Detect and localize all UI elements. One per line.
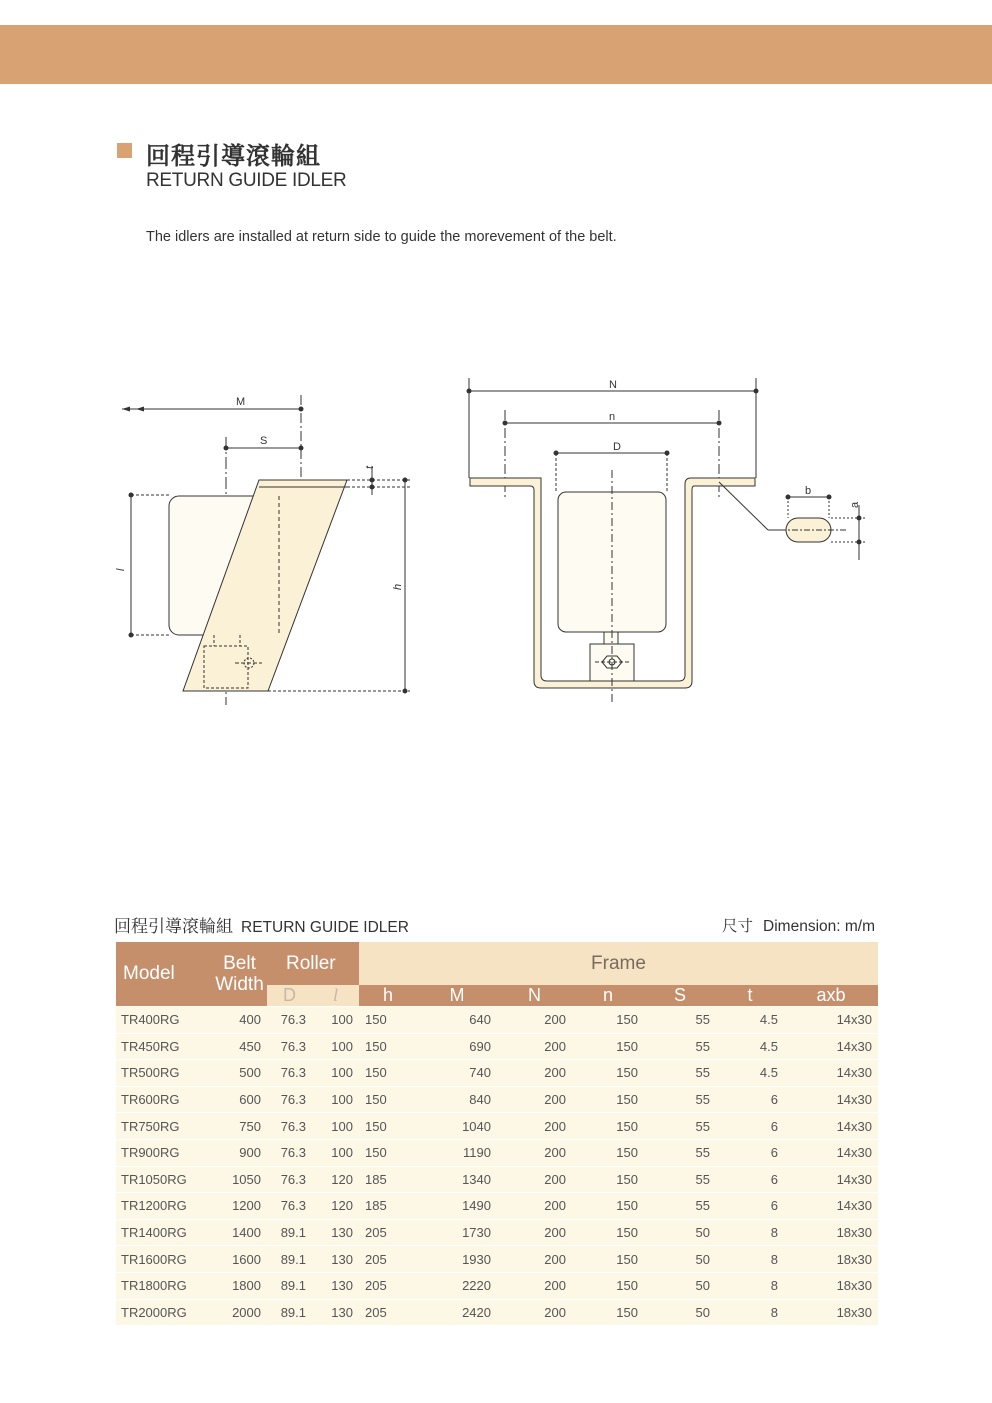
label-l: l <box>115 568 127 571</box>
cell-t: 6 <box>716 1166 784 1193</box>
cell-model: TR1050RG <box>116 1166 212 1193</box>
cell-S: 55 <box>644 1166 716 1193</box>
col-header-roller: Roller <box>267 942 359 985</box>
cell-M: 1730 <box>417 1219 497 1246</box>
label-M: M <box>236 396 246 408</box>
cell-S: 50 <box>644 1299 716 1325</box>
cell-D: 76.3 <box>267 1166 312 1193</box>
header-band <box>0 25 992 84</box>
cell-axb: 18x30 <box>784 1219 878 1246</box>
technical-drawing <box>0 370 992 710</box>
cell-l: 100 <box>312 1060 359 1087</box>
cell-N: 200 <box>497 1246 572 1273</box>
col-header-belt-width <box>212 942 267 1007</box>
cell-M: 2420 <box>417 1299 497 1325</box>
cell-t: 8 <box>716 1299 784 1325</box>
cell-t: 8 <box>716 1246 784 1273</box>
cell-l: 120 <box>312 1166 359 1193</box>
cell-n: 150 <box>572 1272 644 1299</box>
cell-n: 150 <box>572 1060 644 1087</box>
cell-S: 55 <box>644 1060 716 1087</box>
cell-n: 150 <box>572 1113 644 1140</box>
cell-h: 185 <box>359 1166 417 1193</box>
cell-N: 200 <box>497 1086 572 1113</box>
table-title-en: RETURN GUIDE IDLER <box>241 919 409 936</box>
cell-S: 50 <box>644 1246 716 1273</box>
cell-model: TR750RG <box>116 1113 212 1140</box>
section-marker <box>117 143 132 158</box>
cell-belt-width: 2000 <box>212 1299 267 1325</box>
label-N: N <box>609 379 617 391</box>
cell-model: TR1600RG <box>116 1246 212 1273</box>
col-header-model: Model <box>116 942 212 1007</box>
table-row <box>116 1033 878 1060</box>
cell-model: TR450RG <box>116 1033 212 1060</box>
cell-N: 200 <box>497 1193 572 1220</box>
cell-M: 1490 <box>417 1193 497 1220</box>
col-header-frame: Frame <box>359 942 878 985</box>
cell-h: 150 <box>359 1060 417 1087</box>
col-header-l: l <box>312 985 359 1007</box>
cell-N: 200 <box>497 1166 572 1193</box>
cell-belt-width: 400 <box>212 1007 267 1034</box>
cell-model: TR2000RG <box>116 1299 212 1325</box>
cell-belt-width: 1400 <box>212 1219 267 1246</box>
col-header-t: t <box>716 985 784 1007</box>
cell-M: 1040 <box>417 1113 497 1140</box>
cell-axb: 14x30 <box>784 1086 878 1113</box>
cell-D: 76.3 <box>267 1193 312 1220</box>
cell-n: 150 <box>572 1246 644 1273</box>
cell-h: 185 <box>359 1193 417 1220</box>
label-a: a <box>849 501 861 508</box>
cell-M: 690 <box>417 1033 497 1060</box>
cell-l: 100 <box>312 1113 359 1140</box>
cell-M: 1340 <box>417 1166 497 1193</box>
table-unit-zh: 尺寸 <box>722 917 754 935</box>
cell-axb: 18x30 <box>784 1246 878 1273</box>
cell-N: 200 <box>497 1007 572 1034</box>
cell-h: 205 <box>359 1219 417 1246</box>
cell-S: 50 <box>644 1219 716 1246</box>
cell-model: TR1800RG <box>116 1272 212 1299</box>
cell-M: 1930 <box>417 1246 497 1273</box>
cell-t: 4.5 <box>716 1033 784 1060</box>
cell-belt-width: 750 <box>212 1113 267 1140</box>
cell-l: 130 <box>312 1272 359 1299</box>
cell-D: 76.3 <box>267 1139 312 1166</box>
cell-l: 130 <box>312 1299 359 1325</box>
cell-l: 130 <box>312 1219 359 1246</box>
cell-N: 200 <box>497 1060 572 1087</box>
cell-t: 8 <box>716 1272 784 1299</box>
cell-h: 150 <box>359 1007 417 1034</box>
col-header-D: D <box>267 985 312 1007</box>
cell-axb: 14x30 <box>784 1007 878 1034</box>
col-header-S: S <box>644 985 716 1007</box>
cell-t: 4.5 <box>716 1007 784 1034</box>
cell-n: 150 <box>572 1007 644 1034</box>
cell-axb: 18x30 <box>784 1299 878 1325</box>
cell-D: 76.3 <box>267 1086 312 1113</box>
cell-belt-width: 1200 <box>212 1193 267 1220</box>
label-b: b <box>805 485 812 497</box>
cell-l: 100 <box>312 1007 359 1034</box>
table-row <box>116 1060 878 1087</box>
cell-S: 55 <box>644 1086 716 1113</box>
spec-table <box>116 942 878 1325</box>
cell-M: 740 <box>417 1060 497 1087</box>
table-row <box>116 1113 878 1140</box>
cell-n: 150 <box>572 1139 644 1166</box>
cell-h: 150 <box>359 1086 417 1113</box>
belt-line2: Width <box>215 974 264 995</box>
col-header-axb: axb <box>784 985 878 1007</box>
section-title-zh: 回程引導滾輪組 <box>146 142 321 170</box>
label-n: n <box>609 411 616 423</box>
cell-axb: 14x30 <box>784 1166 878 1193</box>
table-unit <box>722 914 875 936</box>
cell-S: 55 <box>644 1193 716 1220</box>
col-header-h: h <box>359 985 417 1007</box>
cell-axb: 14x30 <box>784 1193 878 1220</box>
cell-N: 200 <box>497 1033 572 1060</box>
cell-h: 205 <box>359 1272 417 1299</box>
cell-belt-width: 500 <box>212 1060 267 1087</box>
cell-D: 89.1 <box>267 1246 312 1273</box>
table-title-zh: 回程引導滾輪組 <box>114 917 233 937</box>
cell-D: 89.1 <box>267 1299 312 1325</box>
belt-line1: Belt <box>223 953 256 974</box>
cell-l: 100 <box>312 1086 359 1113</box>
cell-n: 150 <box>572 1166 644 1193</box>
cell-model: TR400RG <box>116 1007 212 1034</box>
cell-model: TR900RG <box>116 1139 212 1166</box>
cell-axb: 14x30 <box>784 1139 878 1166</box>
cell-D: 89.1 <box>267 1219 312 1246</box>
cell-belt-width: 450 <box>212 1033 267 1060</box>
table-row <box>116 1219 878 1246</box>
cell-model: TR600RG <box>116 1086 212 1113</box>
table-row <box>116 1272 878 1299</box>
table-row <box>116 1299 878 1325</box>
cell-N: 200 <box>497 1139 572 1166</box>
cell-h: 150 <box>359 1113 417 1140</box>
cell-n: 150 <box>572 1193 644 1220</box>
cell-belt-width: 600 <box>212 1086 267 1113</box>
cell-belt-width: 1800 <box>212 1272 267 1299</box>
cell-t: 6 <box>716 1193 784 1220</box>
table-row <box>116 1246 878 1273</box>
cell-model: TR500RG <box>116 1060 212 1087</box>
cell-l: 130 <box>312 1246 359 1273</box>
table-row <box>116 1139 878 1166</box>
cell-N: 200 <box>497 1272 572 1299</box>
cell-axb: 18x30 <box>784 1272 878 1299</box>
cell-S: 55 <box>644 1139 716 1166</box>
table-row <box>116 1166 878 1193</box>
cell-h: 150 <box>359 1033 417 1060</box>
cell-l: 100 <box>312 1033 359 1060</box>
cell-S: 55 <box>644 1033 716 1060</box>
cell-belt-width: 1600 <box>212 1246 267 1273</box>
cell-n: 150 <box>572 1086 644 1113</box>
section-title-en: RETURN GUIDE IDLER <box>146 170 347 191</box>
table-row <box>116 1007 878 1034</box>
cell-t: 6 <box>716 1086 784 1113</box>
col-header-M: M <box>417 985 497 1007</box>
cell-D: 76.3 <box>267 1033 312 1060</box>
cell-axb: 14x30 <box>784 1060 878 1087</box>
table-unit-en: Dimension: m/m <box>763 918 875 935</box>
cell-h: 205 <box>359 1299 417 1325</box>
cell-M: 840 <box>417 1086 497 1113</box>
cell-N: 200 <box>497 1219 572 1246</box>
cell-N: 200 <box>497 1299 572 1325</box>
table-title <box>114 912 409 937</box>
cell-S: 50 <box>644 1272 716 1299</box>
cell-model: TR1200RG <box>116 1193 212 1220</box>
cell-belt-width: 1050 <box>212 1166 267 1193</box>
cell-S: 55 <box>644 1007 716 1034</box>
cell-model: TR1400RG <box>116 1219 212 1246</box>
cell-h: 205 <box>359 1246 417 1273</box>
cell-t: 6 <box>716 1113 784 1140</box>
cell-belt-width: 900 <box>212 1139 267 1166</box>
cell-D: 89.1 <box>267 1272 312 1299</box>
cell-S: 55 <box>644 1113 716 1140</box>
cell-n: 150 <box>572 1033 644 1060</box>
label-t: t <box>364 465 376 469</box>
cell-D: 76.3 <box>267 1060 312 1087</box>
cell-t: 8 <box>716 1219 784 1246</box>
cell-D: 76.3 <box>267 1007 312 1034</box>
table-row <box>116 1086 878 1113</box>
label-D: D <box>613 441 621 453</box>
cell-t: 4.5 <box>716 1060 784 1087</box>
section-description: The idlers are installed at return side to guide the morevement of the belt. <box>146 229 617 245</box>
label-S: S <box>260 435 268 447</box>
cell-l: 100 <box>312 1139 359 1166</box>
cell-M: 640 <box>417 1007 497 1034</box>
cell-n: 150 <box>572 1219 644 1246</box>
cell-M: 1190 <box>417 1139 497 1166</box>
col-header-N: N <box>497 985 572 1007</box>
cell-N: 200 <box>497 1113 572 1140</box>
cell-l: 120 <box>312 1193 359 1220</box>
cell-axb: 14x30 <box>784 1113 878 1140</box>
cell-n: 150 <box>572 1299 644 1325</box>
cell-D: 76.3 <box>267 1113 312 1140</box>
table-row <box>116 1193 878 1220</box>
label-h: h <box>392 583 404 590</box>
front-view <box>467 378 867 702</box>
col-header-n: n <box>572 985 644 1007</box>
cell-h: 150 <box>359 1139 417 1166</box>
cell-axb: 14x30 <box>784 1033 878 1060</box>
cell-t: 6 <box>716 1139 784 1166</box>
cell-M: 2220 <box>417 1272 497 1299</box>
